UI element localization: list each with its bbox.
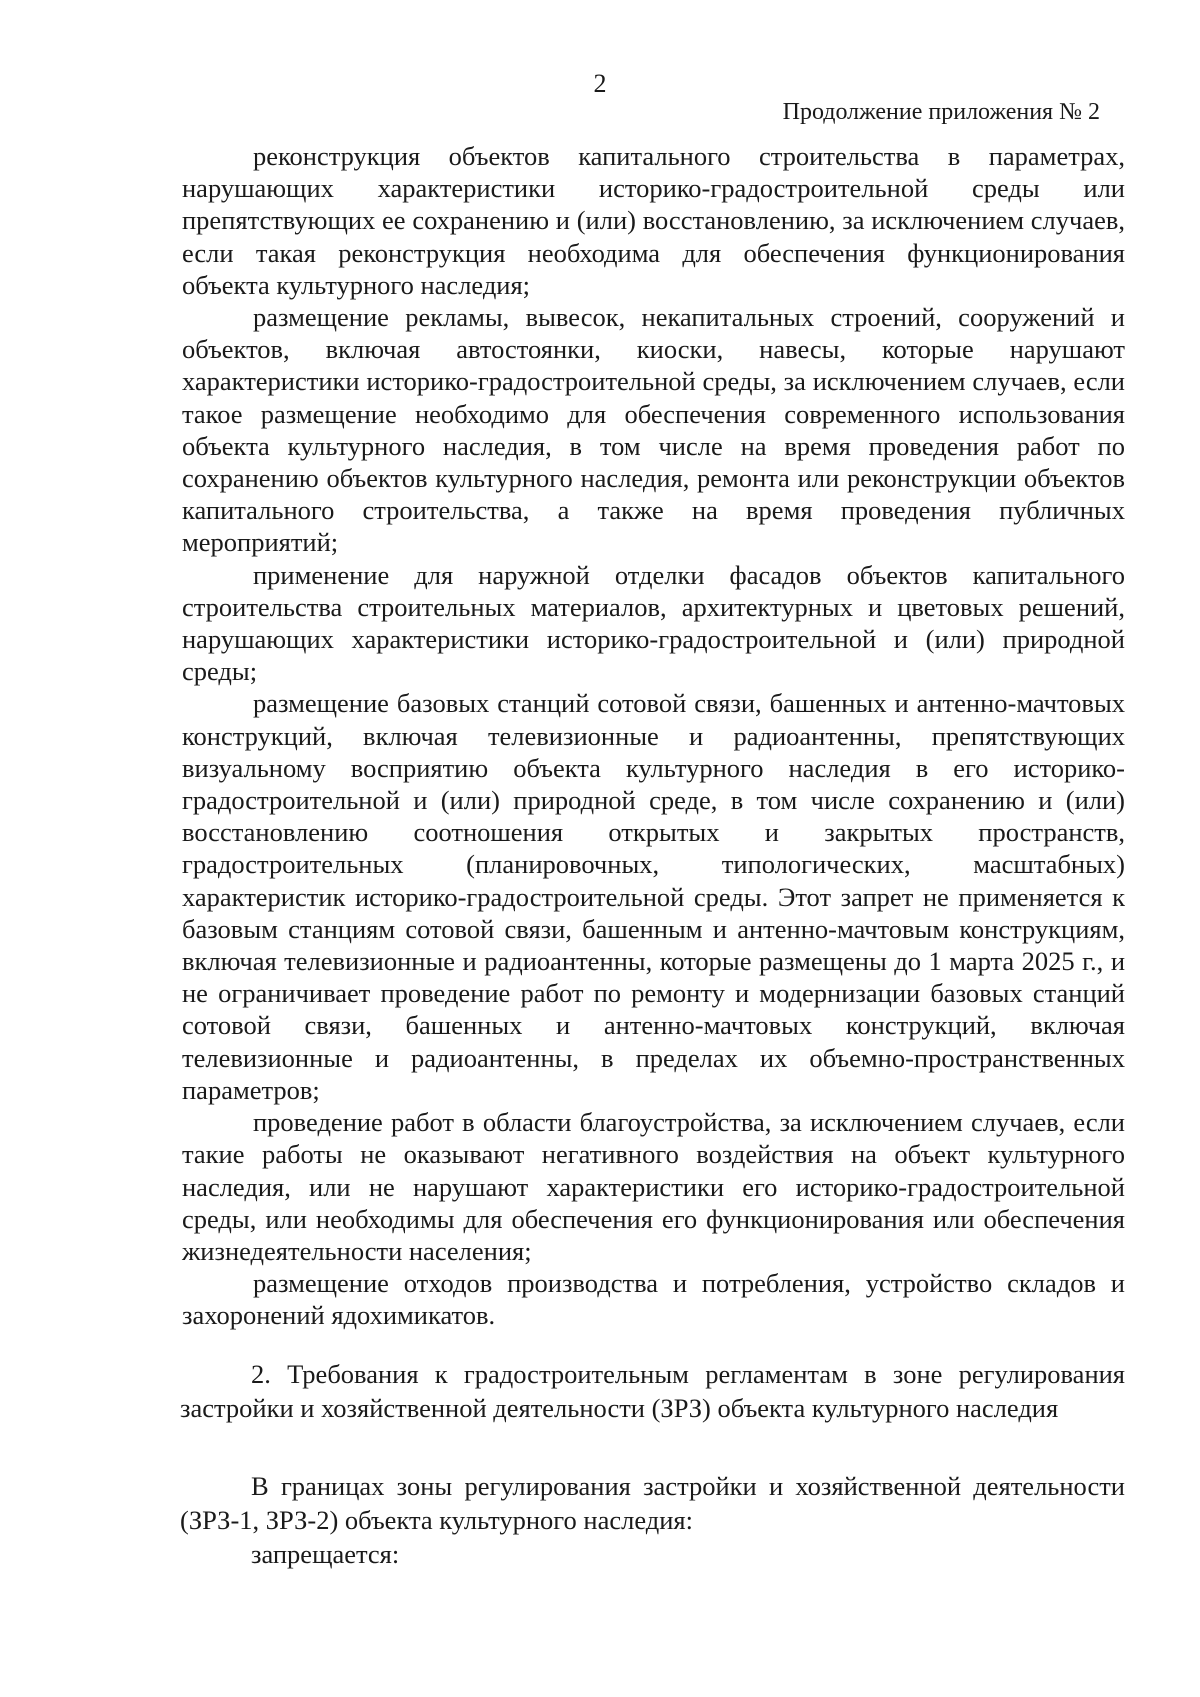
section-heading: 2. Требования к градостроительным регламентам в зоне регулирования застройки и хозяйственной деятельности (ЗРЗ) объекта культурного наследия <box>180 1359 1125 1423</box>
paragraph-facade-finishing: применение для наружной отделки фасадов объектов капитального строительства строительных материалов, архитектурных и цветовых решений, нарушающих характеристики историко-градостроительной и (или) природной среды; <box>182 559 1125 687</box>
zone-intro <box>180 1469 1125 1571</box>
paragraph-waste: размещение отходов производства и потребления, устройство складов и захоронений ядохимикатов. <box>182 1268 1125 1331</box>
page-number: 2 <box>593 69 607 98</box>
paragraph-cell-stations: размещение базовых станций сотовой связи, башенных и антенно-мачтовых конструкций, включая телевизионные и радиоантенны, препятствующих визуальному восприятию объекта культурного наследия в его историко-градостроительной и (или) природной среде, в том числе сохранению и (или) восстановлению соотношения открытых и закрытых пространств, градостроительных (планировочных, типологических, масштабных) характеристик историко-градостроительной среды. Этот запрет не применяется к базовым станциям сотовой связи, башенным и антенно-мачтовым конструкциям, включая телевизионные и радиоантенны, которые размещены до 1 марта 2025 г., и не ограничивает проведение работ по ремонту и модернизации базовых станций сотовой связи, башенных и антенно-мачтовых конструкций, включая телевизионные и радиоантенны, в пределах их объемно-пространственных параметров; <box>182 688 1125 1105</box>
paragraph-landscaping: проведение работ в области благоустройства, за исключением случаев, если такие работы не оказывают негативного воздействия на объект культурного наследия, или не нарушают характеристики его историко-градостроительной среды, или необходимы для обеспечения его функционирования или обеспечения жизнедеятельности населения; <box>182 1107 1125 1266</box>
prohibited-label: запрещается: <box>251 1539 400 1569</box>
paragraph-advertising: размещение рекламы, вывесок, некапитальных строений, сооружений и объектов, включая автостоянки, киоски, навесы, которые нарушают характеристики историко-градостроительной среды, за исключением случаев, если такое размещение необходимо для обеспечения современного использования объекта культурного наследия, в том числе на время проведения работ по сохранению объектов культурного наследия, ремонта или реконструкции объектов капитального строительства, а также на время проведения публичных мероприятий; <box>182 302 1125 558</box>
zone-intro-text: В границах зоны регулирования застройки и хозяйственной деятельности (ЗРЗ-1, ЗРЗ-2) объекта культурного наследия: <box>180 1471 1125 1535</box>
prohibitions-list <box>182 140 1125 1332</box>
paragraph-reconstruction: реконструкция объектов капитального строительства в параметрах, нарушающих характеристики историко-градостроительной среды или препятствующих ее сохранению и (или) восстановлению, за исключением случаев, если такая реконструкция необходима для обеспечения функционирования объекта культурного наследия; <box>182 141 1125 300</box>
appendix-continuation-note: Продолжение приложения № 2 <box>782 99 1100 125</box>
